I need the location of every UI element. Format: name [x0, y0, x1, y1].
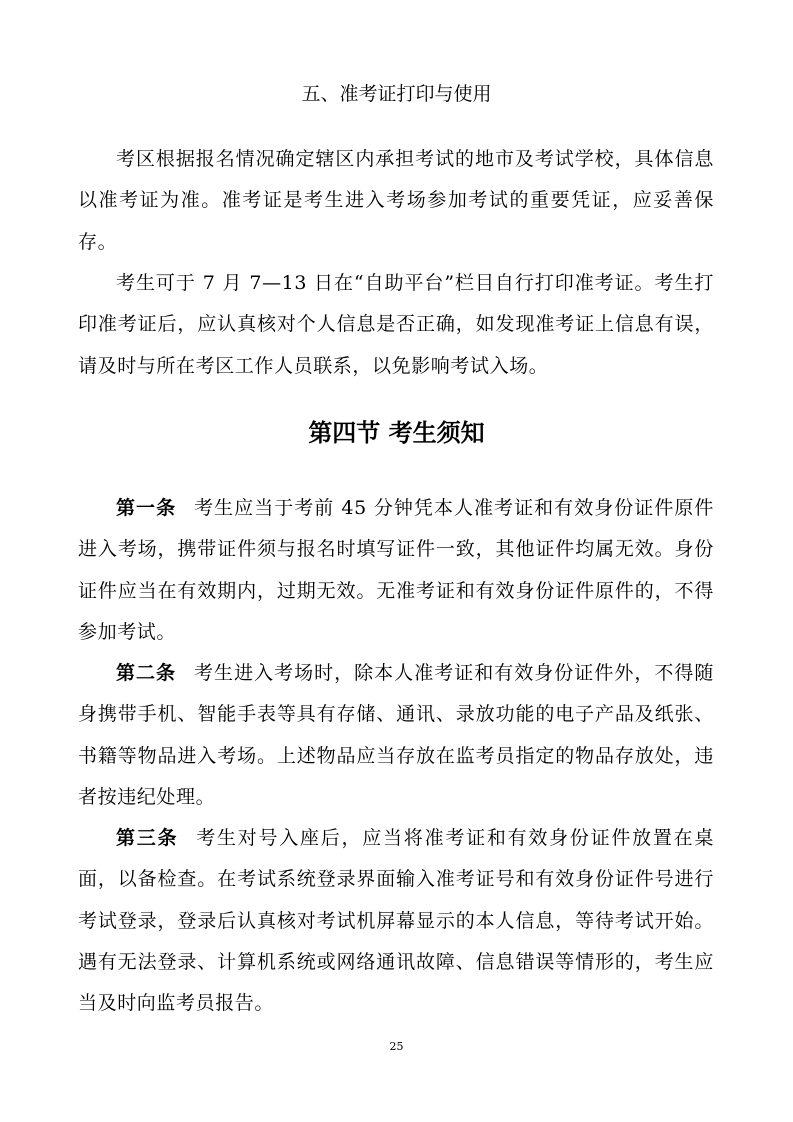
- chapter-heading: 第四节 考生须知: [308, 419, 485, 447]
- page-number: 25: [389, 1040, 404, 1053]
- section-heading: 五、准考证打印与使用: [301, 83, 492, 105]
- article-1-title: 第一条: [116, 497, 177, 519]
- article-1-text: 考生应当于考前 45 分钟凭本人准考证和有效身份证件原件进入考场，携带证件须与报名时填写证件一致，其他证件均属无效。身份证件应当在有效期内，过期无效。无准考证和有效身份证件原件的，不得参加考试。: [78, 497, 714, 643]
- article-3: [78, 818, 714, 1024]
- section-paragraph-2: 考生可于 7 月 7—13 日在“自助平台”栏目自行打印准考证。考生打印准考证后，应认真核对个人信息是否正确，如发现准考证上信息有误，请及时与所在考区工作人员联系，以免影响考试入场。: [78, 272, 714, 377]
- article-1: [78, 488, 714, 653]
- article-2-title: 第二条: [116, 662, 177, 684]
- article-2: [78, 653, 714, 818]
- article-3-text: 考生对号入座后，应当将准考证和有效身份证件放置在桌面，以备检查。在考试系统登录界面输入准考证号和有效身份证件号进行考试登录，登录后认真核对考试机屏幕显示的本人信息，等待考试开始。遇有无法登录、计算机系统或网络通讯故障、信息错误等情形的，考生应当及时向监考员报告。: [78, 827, 714, 1015]
- article-2-text: 考生进入考场时，除本人准考证和有效身份证件外，不得随身携带手机、智能手表等具有存储、通讯、录放功能的电子产品及纸张、书籍等物品进入考场。上述物品应当存放在监考员指定的物品存放处，违者按违纪处理。: [78, 662, 714, 808]
- section-paragraph-1: 考区根据报名情况确定辖区内承担考试的地市及考试学校，具体信息以准考证为准。准考证是考生进入考场参加考试的重要凭证，应妥善保存。: [78, 148, 714, 253]
- article-3-title: 第三条: [116, 827, 179, 849]
